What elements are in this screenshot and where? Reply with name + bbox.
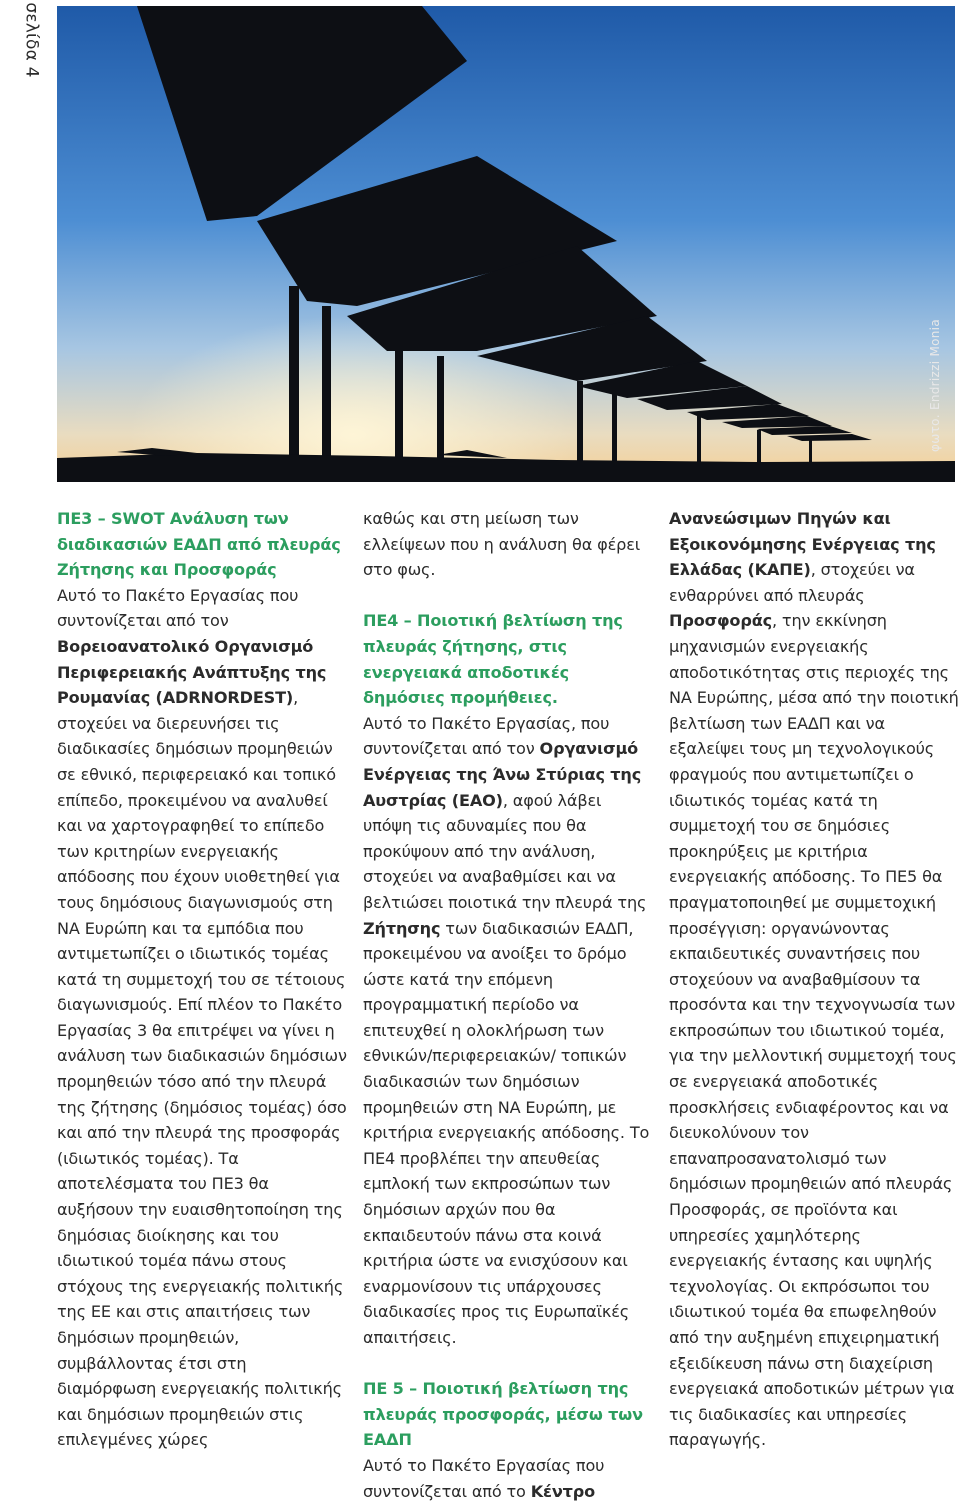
section-heading-pe5: ΠΕ 5 – Ποιοτική βελτίωση της πλευράς προσφοράς, μέσω των ΕΑΔΠ	[363, 1379, 643, 1450]
paragraph-pe5	[669, 506, 960, 1453]
paragraph-pe3	[57, 583, 349, 1453]
bold-demand: Ζήτησης	[363, 918, 441, 938]
text-pe5-b: , την εκκίνηση μηχανισμών ενεργειακής αποδοτικότητας στις περιοχές της ΝΑ Ευρώπης, μέσα από την ποιοτική βελτίωση των ΕΑΔΠ και να εξαλείψει τους μη τεχνολογικούς φραγμούς που αντιμετωπίζει ο ιδιωτικός τομέας κατά τη συμμετοχή του σε δημόσιες προκηρύξεις με κριτήρια ενεργειακής απόδοσης. Το ΠΕ5 θα πραγματοποιηθεί με συμμετοχική προσέγγιση: οργανώνοντας εκπαιδευτικές συναντήσεις που στοχεύουν να αναβαθμίσουν τα προσόντα και την τεχνογνωσία των εκπροσώπων του ιδιωτικού τομέα, για την μελλοντική συμμετοχή τους σε ενεργειακά αποδοτικές προσκλήσεις ενδιαφέροντος και να διευκολύνουν τον επαναπροσανατολισμό των δημόσιων προμηθειών από πλευράς Προσφοράς, σε προϊόντα και υπηρεσίες χαμηλότερης ενεργειακής έντασης και υψηλής τεχνολογίας. Οι εκπρόσωποι του ιδιωτικού τομέα θα επωφεληθούν από την αυξημένη επιχειρηματική εξειδίκευση πάνω στη διαχείριση ενεργειακά αποδοτικών μέτρων για τις διαδικασίες και υπηρεσίες παραγωγής.	[669, 611, 959, 1450]
bold-centre: Κέντρο	[530, 1481, 596, 1501]
section-heading-pe3: ΠΕ3 – SWOT Ανάλυση των διαδικασιών ΕΑΔΠ από πλευράς Ζήτησης και Προσφοράς	[57, 509, 341, 580]
solar-panel-photo	[57, 6, 955, 482]
text-pe3-intro: Αυτό το Πακέτο Εργασίας που συντονίζεται από τον	[57, 585, 299, 631]
text-pe4-body-a: , αφού λάβει υπόψη τις αδυναμίες που θα προκύψουν από την ανάλυση, στοχεύει να αναβαθμίσει και να βελτιώσει ποιοτικά την πλευρά της	[363, 790, 647, 912]
column-2	[363, 506, 655, 1504]
org-kape: Ανανεώσιμων Πηγών και Εξοικονόμησης Ενέργειας της Ελλάδας (ΚΑΠΕ)	[669, 509, 936, 580]
org-adrnordest: Βορειοανατολικό Οργανισμό Περιφερειακής Ανάπτυξης της Ρουμανίας (ADRNORDEST)	[57, 636, 327, 708]
page-number-label: σελίδα 4	[21, 2, 42, 78]
column-3	[669, 506, 960, 1453]
text-pe4-body-b: των διαδικασιών ΕΑΔΠ, προκειμένου να ανοίξει το δρόμο ώστε κατά την επόμενη προγραμματική περίοδο να επιτευχθεί η ολοκλήρωση των εθνικών/περιφερειακών/ τοπικών διαδικασιών των δημόσιων προμηθειών στη ΝΑ Ευρώπη, με κριτήρια ενεργειακής απόδοσης. Το ΠΕ4 προβλέπει την απευθείας εμπλοκή των εκπροσώπων των δημόσιων αρχών που θα εκπαιδευτούν πάνω στα κοινά κριτήρια ώστε να ενισχύσουν και εναρμονίσουν τις υπάρχουσες διαδικασίες προς τις Ευρωπαϊκές απαιτήσεις.	[363, 918, 650, 1347]
text-pe4-intro: Αυτό το Πακέτο Εργασίας, που συντονίζεται από τον	[363, 713, 610, 759]
bold-supply: Προσφοράς	[669, 611, 772, 631]
text-pe3-body: , στοχεύει να διερευνήσει τις διαδικασίες δημόσιων προμηθειών σε εθνικό, περιφερειακό και τοπικό επίπεδο, προκειμένου να αναλυθεί και να χαρτογραφηθεί το επίπεδο των κριτηρίων ενεργειακής απόδοσης που έχουν υιοθετηθεί για τους δημόσιους διαγωνισμούς στη ΝΑ Ευρώπη και τα εμπόδια που αντιμετωπίζει ο ιδιωτικός τομέας κατά τη συμμετοχή του σε τέτοιους διαγωνισμούς. Επί πλέον το Πακέτο Εργασίας 3 θα επιτρέψει να γίνει η ανάλυση των διαδικασιών δημόσιων προμηθειών τόσο από την πλευρά της ζήτησης (δημόσιος τομέας) όσο και από την πλευρά της προσφοράς (ιδιωτικός τομέας). Τα αποτελέσματα του ΠΕ3 θα αυξήσουν την ευαισθητοποίηση της δημόσιας διοίκησης και του ιδιωτικού τομέα πάνω στους στόχους της ενεργειακής πολιτικής της ΕΕ και στις απαιτήσεις των δημόσιων προμηθειών, συμβάλλοντας έτσι στη διαμόρφωση ενεργειακής πολιτικής και δημόσιων προμηθειών στις επιλεγμένες χώρες	[57, 688, 347, 1450]
section-heading-pe4: ΠΕ4 – Ποιοτική βελτίωση της πλευράς ζήτησης, στις ενεργειακά αποδοτικές δημόσιες προμήθειες.	[363, 611, 623, 708]
photo-credit: φωτο. Endrizzi Monia	[928, 319, 942, 452]
paragraph-pe5-start	[363, 1453, 655, 1504]
paragraph-pe3-continued: καθώς και στη μείωση των ελλείψεων που η ανάλυση θα φέρει στο φως.	[363, 509, 641, 580]
paragraph-pe4	[363, 711, 655, 1351]
solar-panel-silhouette-icon	[57, 6, 955, 482]
text-pe5-a: , στοχεύει να ενθαρρύνει από πλευράς	[669, 560, 915, 605]
column-1	[57, 506, 349, 1453]
text-pe5-intro: Αυτό το Πακέτο Εργασίας που συντονίζεται από το	[363, 1455, 605, 1501]
org-eao: Οργανισμό Ενέργειας της Άνω Στύριας της Αυστρίας (ΕΑΟ)	[363, 739, 642, 810]
